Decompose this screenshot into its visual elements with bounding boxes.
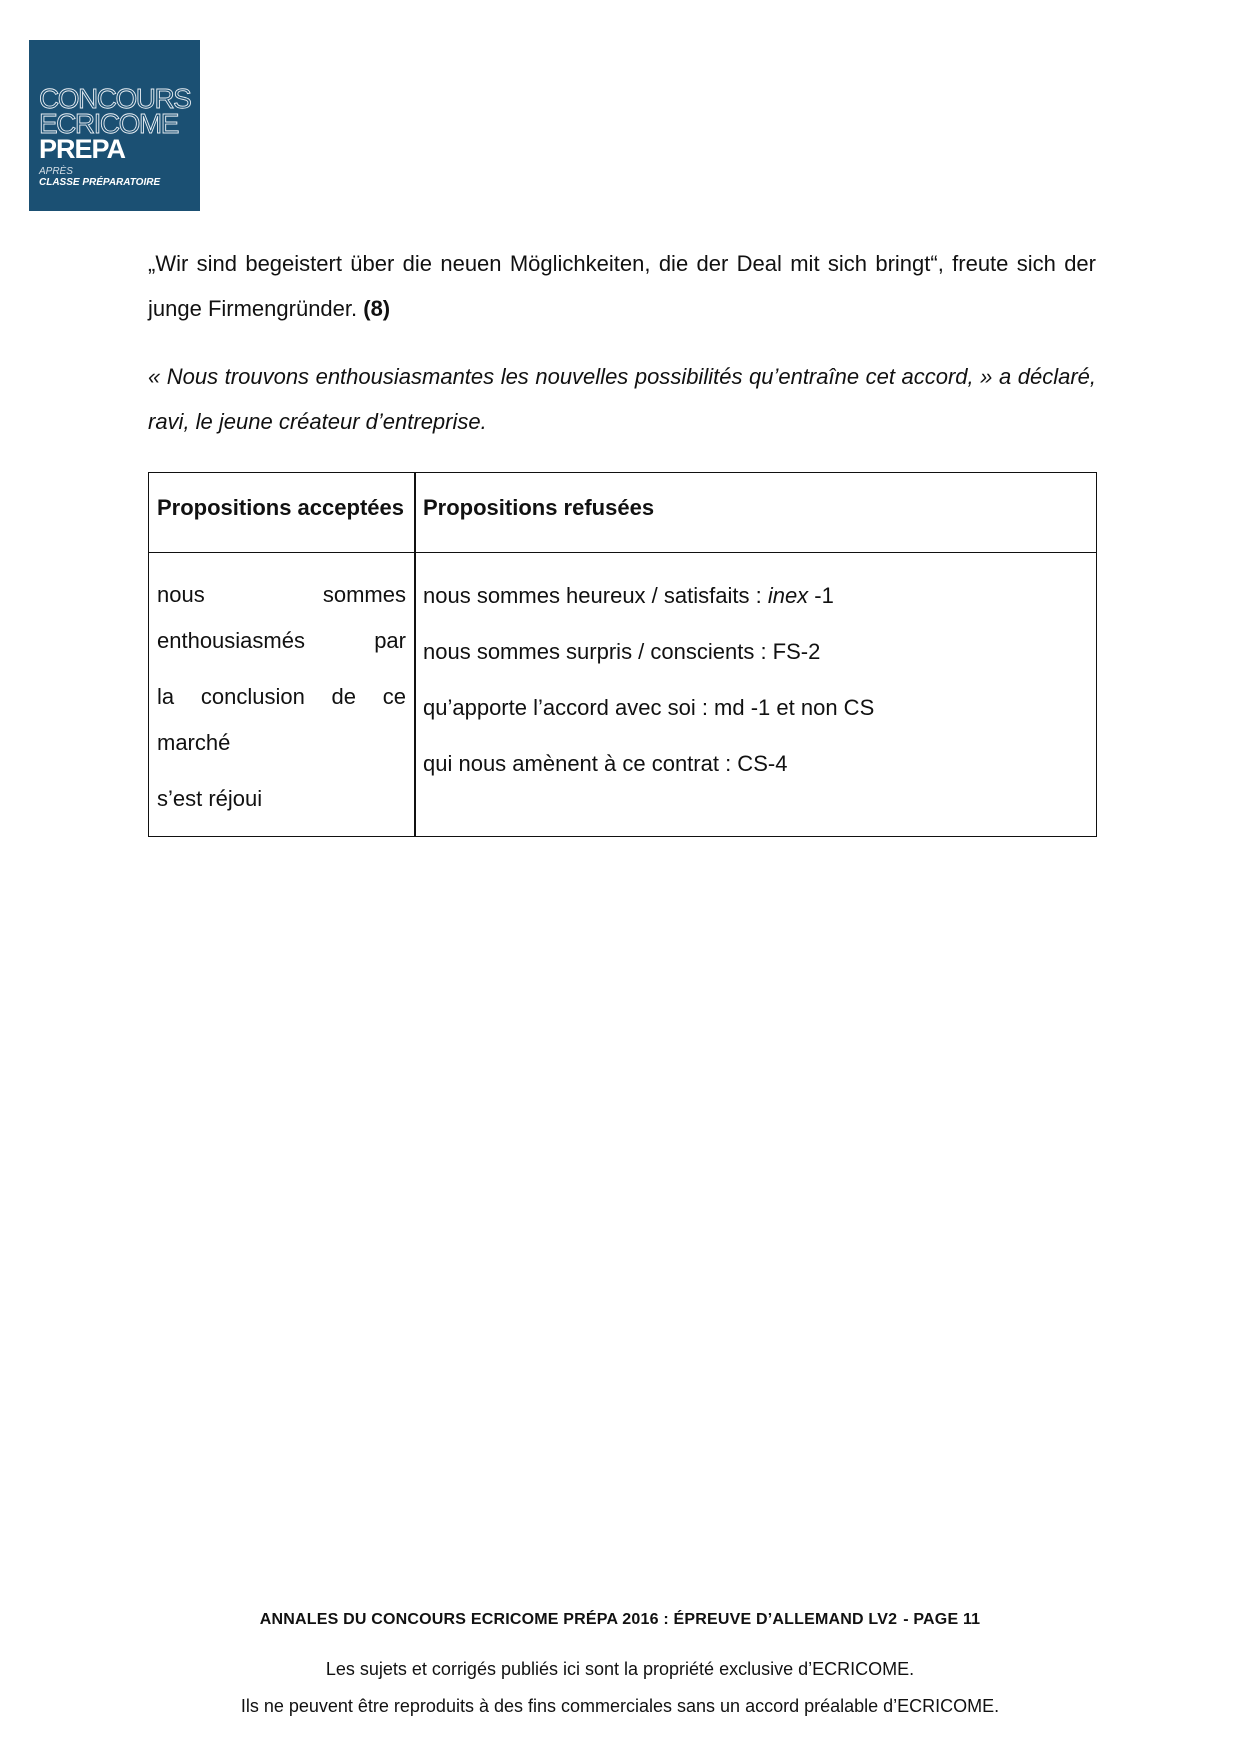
refused-item-penalty: -1 <box>808 583 834 608</box>
footer-usage-note: Ils ne peuvent être reproduits à des fins commerciales sans un accord préalable d’ECRICOME. <box>240 1696 1000 1716</box>
accepted-item-text: s’est réjoui <box>157 786 263 811</box>
refused-item-text: nous sommes heureux / satisfaits : <box>423 583 768 608</box>
header-refused: Propositions refusées <box>423 495 655 520</box>
header-accepted: Propositions acceptées <box>157 495 404 520</box>
column-divider <box>414 473 416 836</box>
refused-item-text: qu’apporte l’accord avec soi : md -1 et non CS <box>423 695 875 720</box>
refused-item-text: qui nous amènent à ce contrat : CS-4 <box>423 751 788 776</box>
ecricome-logo <box>29 40 200 211</box>
french-translation: « Nous trouvons enthousiasmantes les nouvelles possibilités qu’entraîne cet accord, » a déclaré, ravi, le jeune créateur d’entreprise. <box>148 364 1096 434</box>
logo-text-ecricome: ECRICOME <box>39 108 178 139</box>
refused-item-text: nous sommes surpris / conscients : FS-2 <box>423 639 821 664</box>
accepted-item <box>157 572 406 664</box>
logo-text-prepa: PREPA <box>39 134 126 164</box>
refused-item <box>423 574 1083 618</box>
propositions-table <box>148 472 1097 837</box>
footer-title <box>0 1611 1240 1629</box>
german-quote <box>148 241 1096 331</box>
table-header-row <box>149 473 1096 553</box>
refused-item <box>423 630 1083 674</box>
german-quote-text: „Wir sind begeistert über die neuen Möglichkeiten, die der Deal mit sich bringt“, freute sich der junge Firmengründer. <box>148 251 1096 321</box>
refused-column <box>423 574 1083 798</box>
accepted-item <box>157 674 406 766</box>
footer-copyright-note: Les sujets et corrigés publiés ici sont la propriété exclusive d’ECRICOME. <box>325 1659 915 1679</box>
accepted-column <box>157 572 406 822</box>
logo-text-classe-preparatoire: CLASSE PRÉPARATOIRE <box>39 177 161 188</box>
logo-text-concours: CONCOURS <box>39 83 191 114</box>
refused-item-error-code: inex <box>767 583 809 608</box>
accepted-item <box>157 776 406 822</box>
footer-title-text: ANNALES DU CONCOURS ECRICOME PRÉPA 2016 : ÉPREUVE D’ALLEMAND LV2 <box>259 1611 898 1628</box>
item-number-marker: (8) <box>363 296 391 321</box>
refused-item <box>423 686 1083 730</box>
accepted-item-text: la conclusion de ce marché <box>157 684 406 755</box>
page-number: - PAGE 11 <box>903 1611 981 1628</box>
refused-item <box>423 742 1083 786</box>
accepted-item-text: nous sommes enthousiasmés par <box>157 582 406 653</box>
logo-text-apres: APRÈS <box>39 166 73 177</box>
